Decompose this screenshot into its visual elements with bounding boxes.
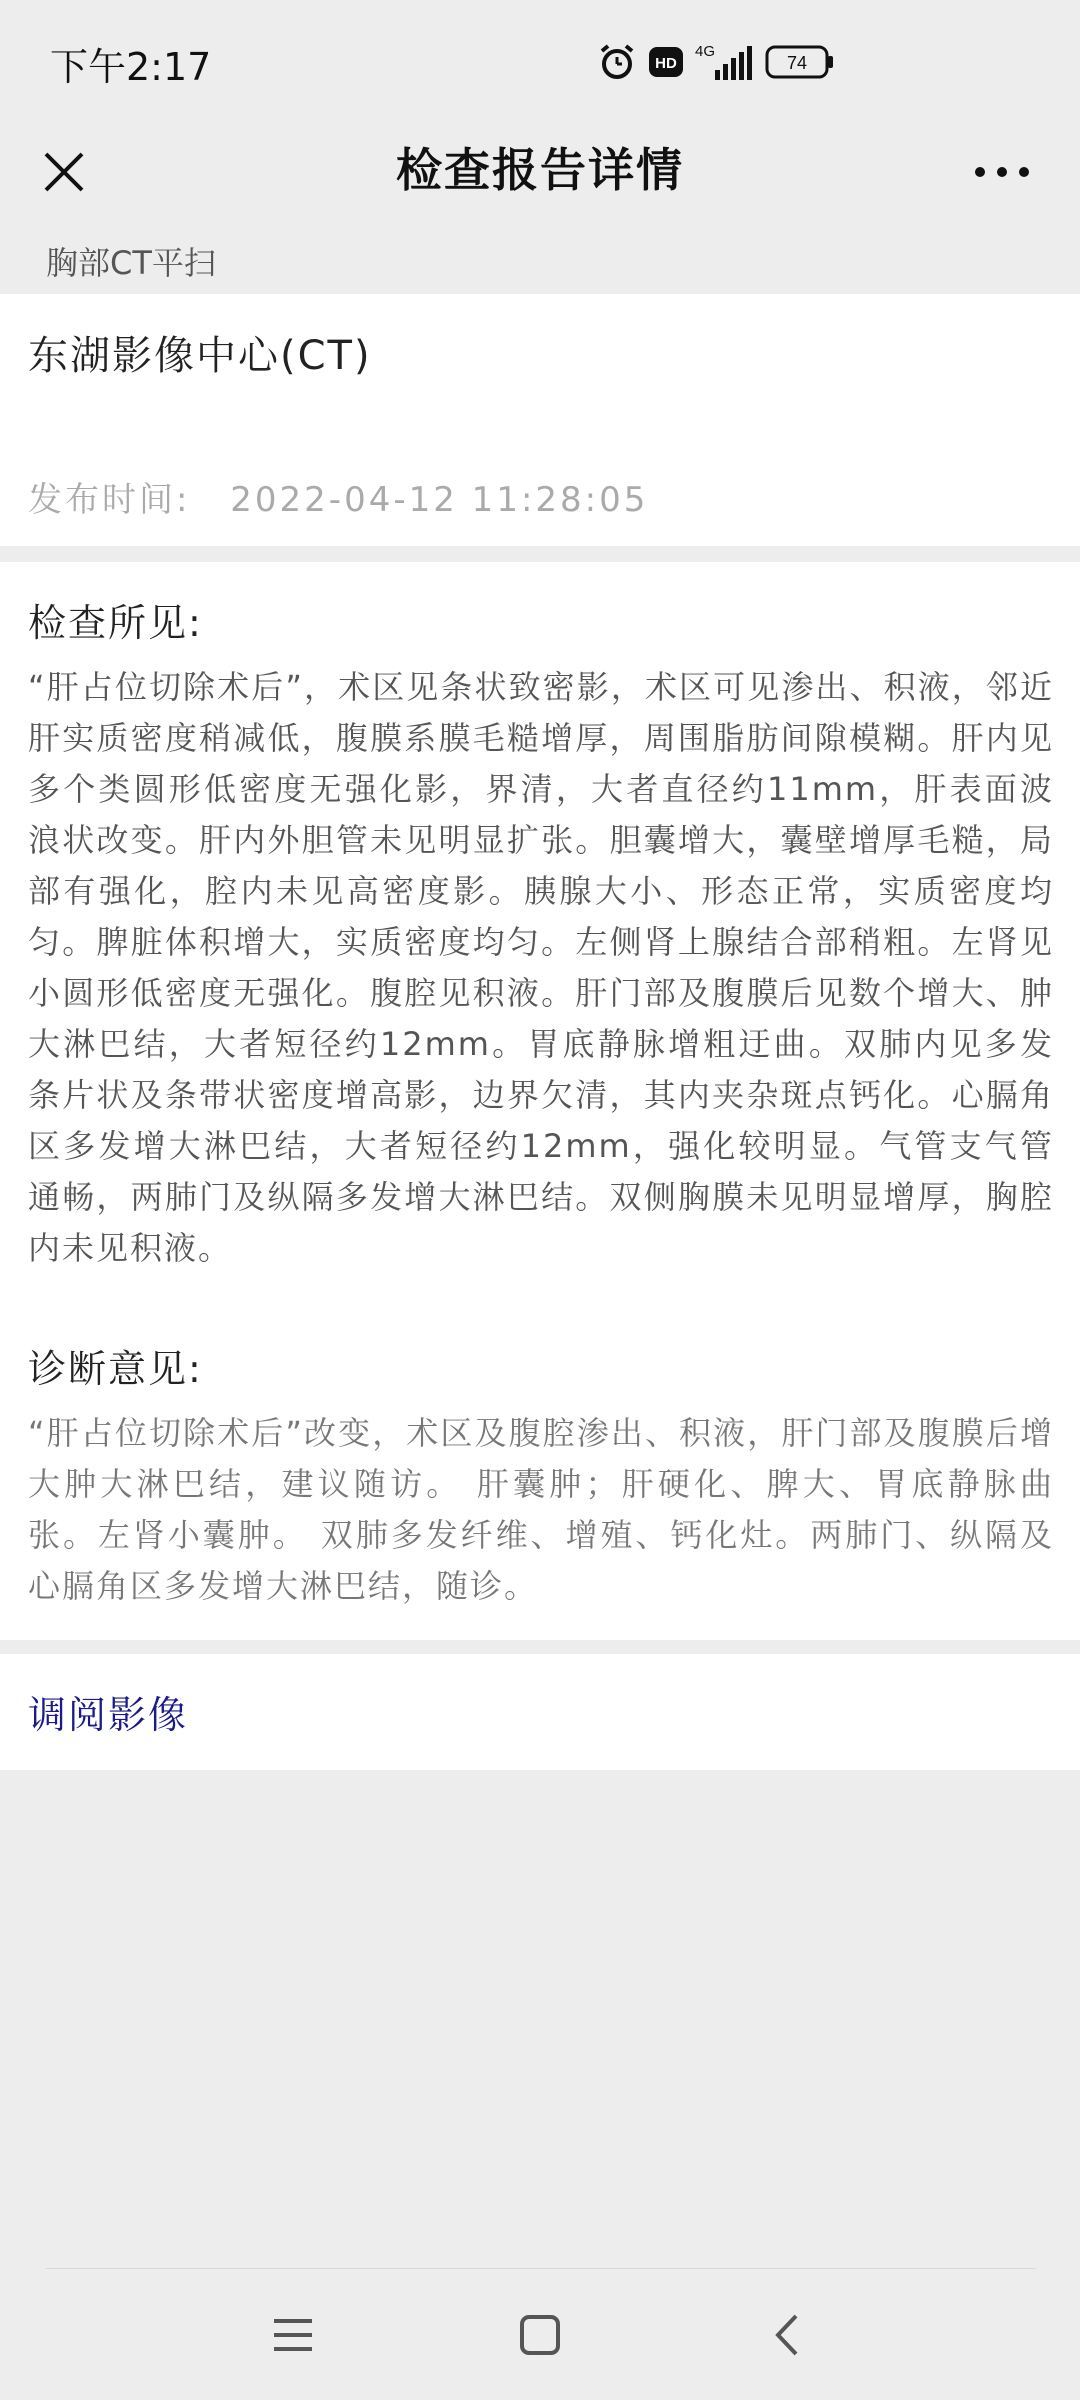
battery-icon <box>765 45 835 79</box>
signal-icon <box>695 42 753 82</box>
status-bar <box>0 0 1080 120</box>
hospital-name: 东湖影像中心(CT) <box>28 333 372 379</box>
category-bar <box>0 224 1080 294</box>
findings-title: 检查所见: <box>28 601 203 645</box>
more-button[interactable] <box>954 142 1050 202</box>
menu-button[interactable] <box>258 2300 328 2370</box>
report-content-card <box>0 562 1080 1640</box>
diagnosis-text: “肝占位切除术后”改变，术区及腹腔渗出、积液，肝门部及腹膜后增大肿大淋巴结，建议随访。 肝囊肿；肝硬化、脾大、胃底静脉曲张。左肾小囊肿。 双肺多发纤维、增殖、钙化灶。两肺门、纵隔及心膈角区多发增大淋巴结，随诊。 <box>28 1414 1054 1605</box>
publish-time-value: 2022-04-12 11:28:05 <box>230 480 649 520</box>
diagnosis-title: 诊断意见: <box>28 1347 203 1391</box>
findings-text: “肝占位切除术后”，术区见条状致密影，术区可见渗出、积液，邻近肝实质密度稍减低，腹膜系膜毛糙增厚，周围脂肪间隙模糊。肝内见多个类圆形低密度无强化影，界清，大者直径约11mm，肝表面波浪状改变。肝内外胆管未见明显扩张。胆囊增大，囊壁增厚毛糙，局部有强化，腔内未见高密度影。胰腺大小、形态正常，实质密度均匀。脾脏体积增大，实质密度均匀。左侧肾上腺结合部稍粗。左肾见小圆形低密度无强化。腹腔见积液。肝门部及腹膜后见数个增大、肿大淋巴结，大者短径约12mm。胃底静脉增粗迂曲。双肺内见多发条片状及条带状密度增高影，边界欠清，其内夹杂斑点钙化。心膈角区多发增大淋巴结，大者短径约12mm，强化较明显。气管支气管通畅，两肺门及纵隔多发增大淋巴结。双侧胸膜未见明显增厚，胸腔内未见积液。 <box>28 668 1054 1267</box>
status-icons <box>597 40 835 84</box>
report-header-card <box>0 294 1080 546</box>
svg-text:74: 74 <box>786 53 808 73</box>
svg-text:HD: HD <box>655 55 677 72</box>
alarm-icon <box>597 42 637 82</box>
publish-time-label: 发布时间: <box>28 480 191 520</box>
home-button[interactable] <box>505 2300 575 2370</box>
view-images-link[interactable]: 调阅影像 <box>28 1693 189 1737</box>
home-icon <box>519 2314 561 2356</box>
hd-badge <box>649 47 683 77</box>
menu-icon <box>272 2315 314 2355</box>
publish-time <box>28 472 648 521</box>
nav-bar <box>0 120 1080 224</box>
bottom-divider <box>46 2268 1036 2269</box>
back-icon <box>772 2313 802 2357</box>
page-title: 检查报告详情 <box>396 143 684 197</box>
status-time: 下午2:17 <box>50 45 212 89</box>
back-button[interactable] <box>752 2300 822 2370</box>
exam-category: 胸部CT平扫 <box>46 244 216 282</box>
svg-text:4G: 4G <box>695 43 716 60</box>
more-icon <box>975 167 985 177</box>
system-nav-bar <box>0 2270 1080 2400</box>
view-images-card <box>0 1654 1080 1770</box>
